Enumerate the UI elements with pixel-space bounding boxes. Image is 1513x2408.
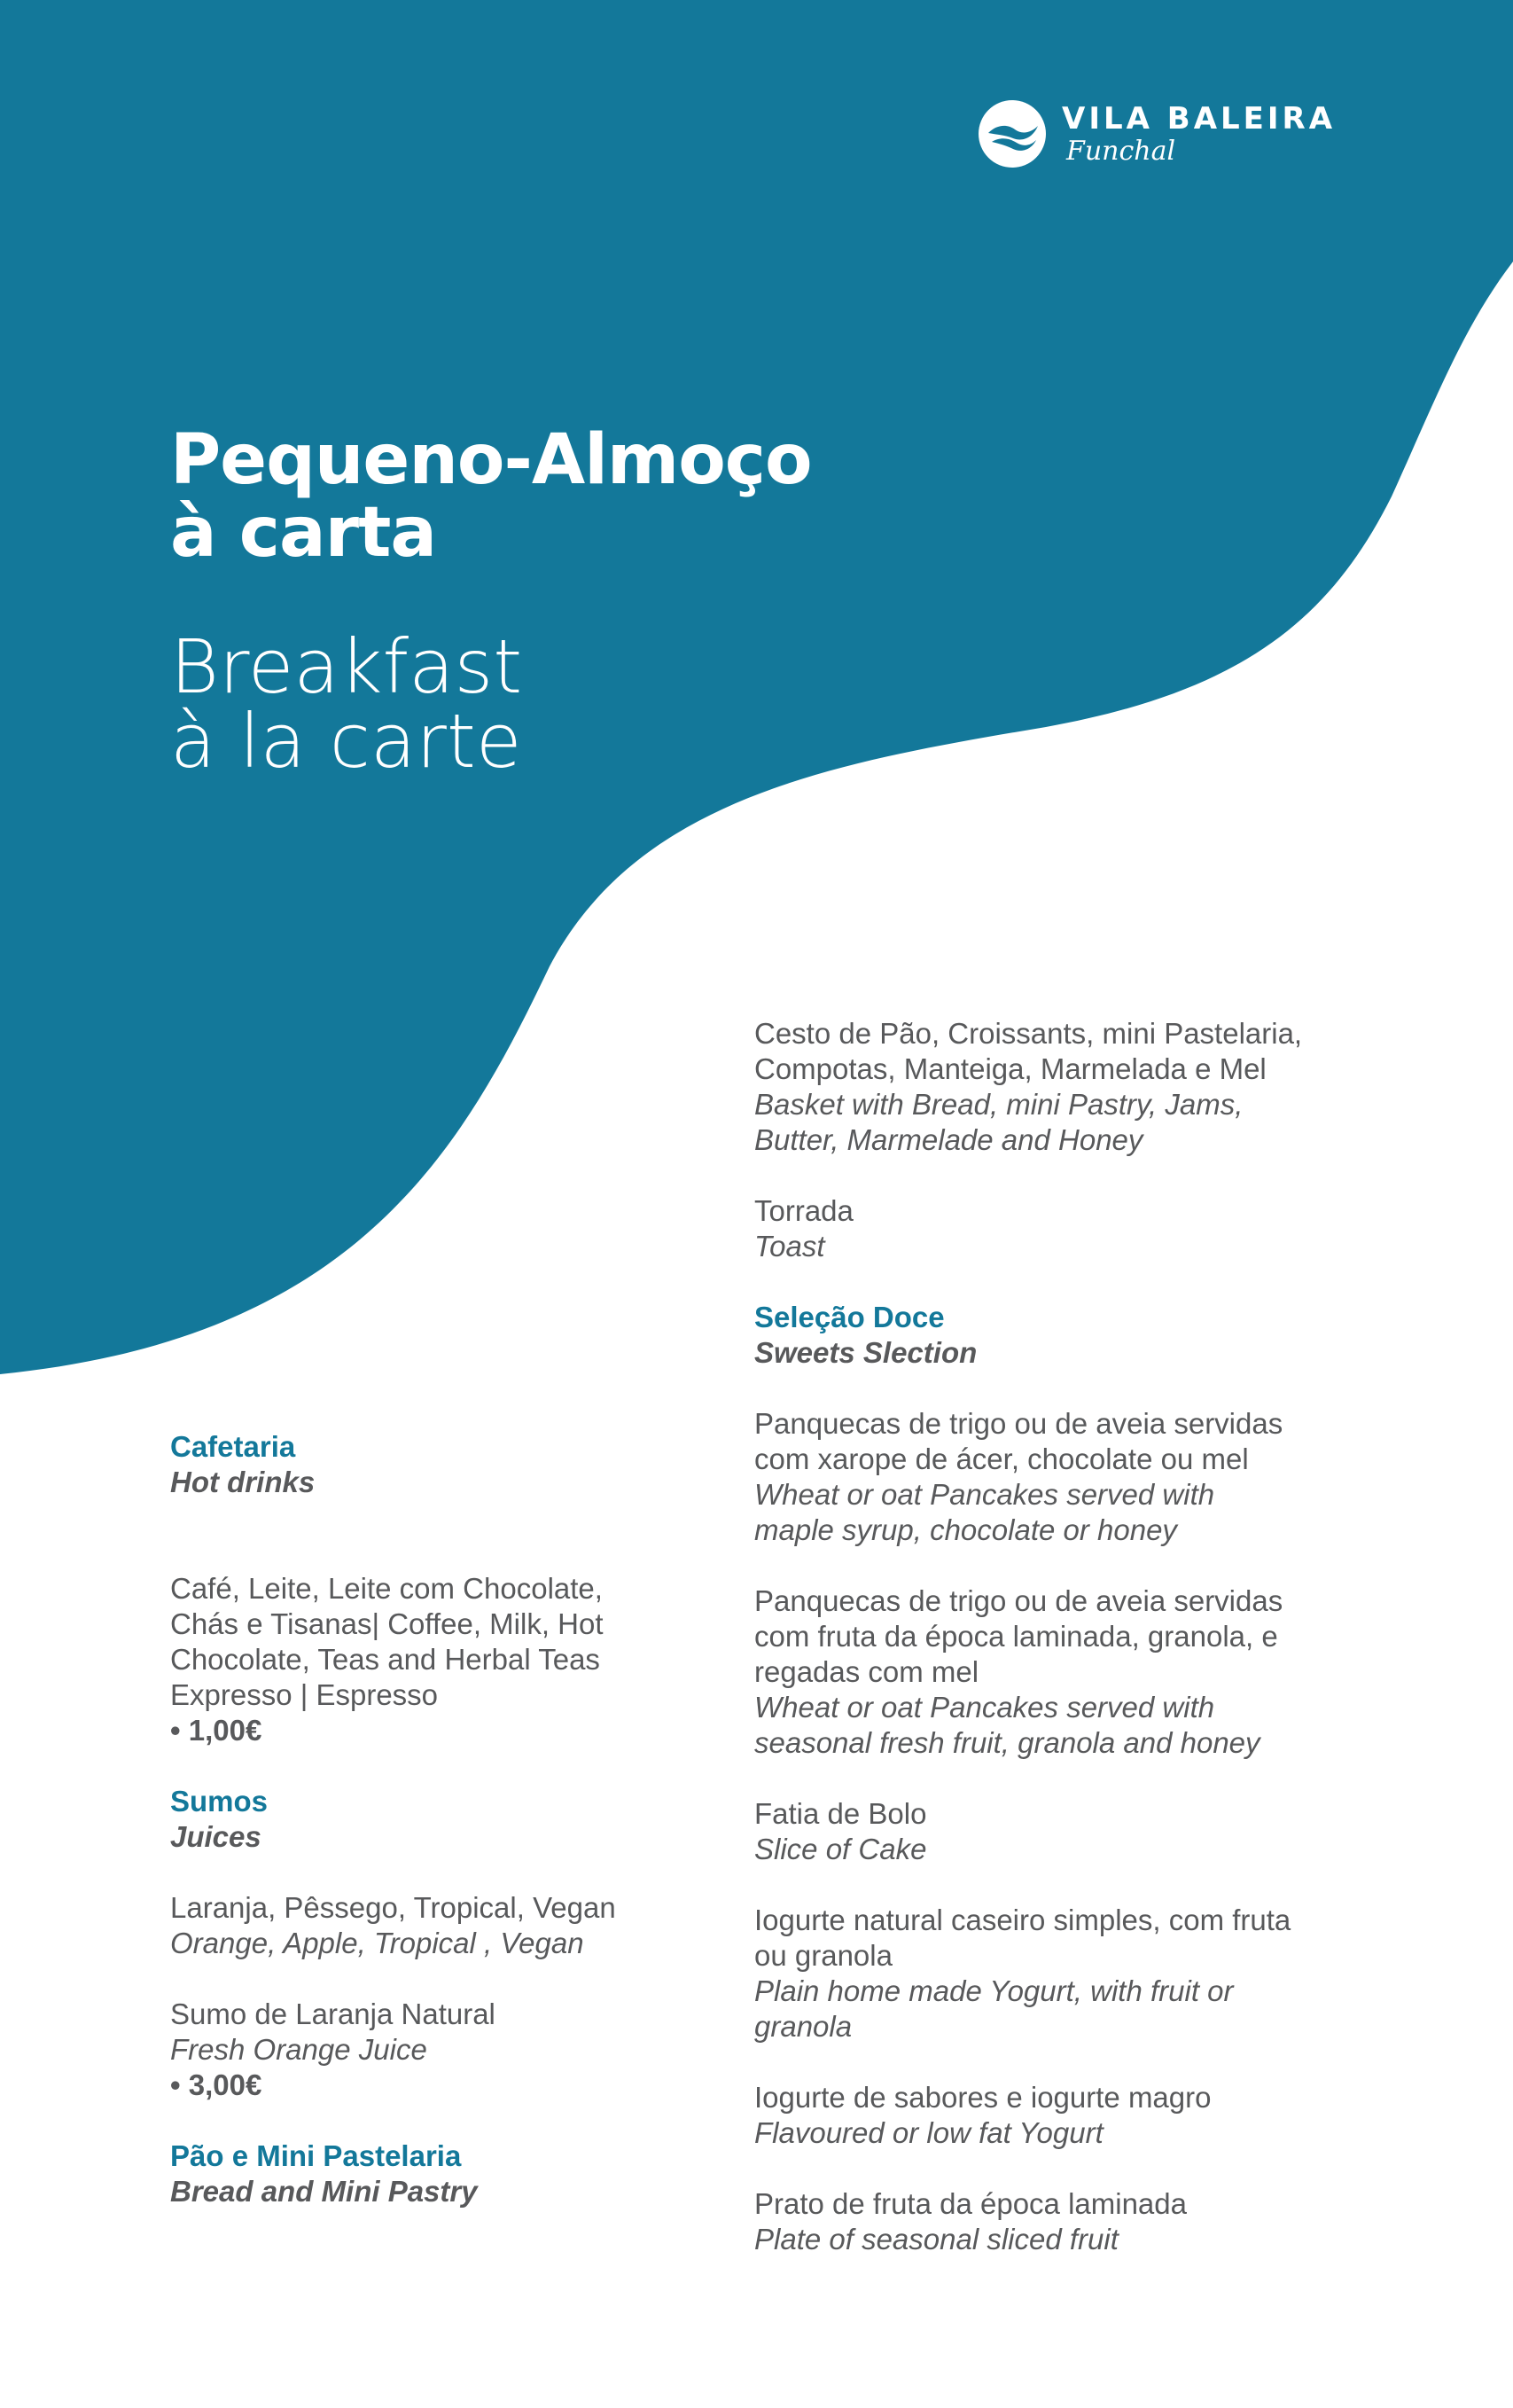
menu-item-pt: Prato de fruta da época laminada (754, 2187, 1187, 2220)
whale-wave-logo-icon (978, 99, 1047, 168)
section-cafetaria (170, 1429, 720, 1748)
menu-item-pt: Sumo de Laranja Natural (170, 1998, 495, 2030)
brand-logo (978, 96, 1350, 176)
menu-item-en: Flavoured or low fat Yogurt (754, 2116, 1104, 2149)
menu-item-bolo (754, 1796, 1392, 1867)
section-title-en: Juices (170, 1820, 261, 1853)
menu-item-pt: Iogurte natural caseiro simples, com fruta (754, 1904, 1291, 1936)
menu-item-en: Slice of Cake (754, 1833, 927, 1865)
menu-item-pt: com fruta da época laminada, granola, e (754, 1620, 1278, 1653)
section-title-en: Hot drinks (170, 1466, 316, 1498)
menu-item-pt: com xarope de ácer, chocolate ou mel (754, 1442, 1249, 1475)
menu-right-column (754, 1016, 1392, 2257)
menu-item-pt: Fatia de Bolo (754, 1797, 927, 1830)
menu-item-pt: Laranja, Pêssego, Tropical, Vegan (170, 1891, 616, 1924)
brand-subtitle: Funchal (1066, 136, 1176, 167)
menu-item-line: Chocolate, Teas and Herbal Teas (170, 1643, 600, 1676)
menu-item-iogurte-1 (754, 1903, 1392, 2044)
section-title-pt: Pão e Mini Pastelaria (170, 2139, 462, 2172)
menu-item-pt: Compotas, Manteiga, Marmelada e Mel (754, 1052, 1267, 1085)
menu-item-line: Chás e Tisanas| Coffee, Milk, Hot (170, 1607, 604, 1640)
menu-item-pt: Cesto de Pão, Croissants, mini Pastelaria, (754, 1017, 1303, 1050)
section-title-pt: Cafetaria (170, 1430, 296, 1463)
page-title-pt (170, 420, 812, 573)
menu-item-en: Wheat or oat Pancakes served with (754, 1478, 1215, 1511)
menu-left-column (170, 1429, 720, 2209)
menu-item-pt: Iogurte de sabores e iogurte magro (754, 2081, 1212, 2114)
section-title-en: Bread and Mini Pastry (170, 2175, 478, 2208)
menu-item-line: Expresso | Espresso (170, 1678, 439, 1711)
section-title-pt: Sumos (170, 1785, 269, 1818)
menu-item-en: Toast (754, 1230, 825, 1263)
menu-item-en: Butter, Marmelade and Honey (754, 1123, 1143, 1156)
page-title-en (170, 623, 523, 785)
menu-item-line: Café, Leite, Leite com Chocolate, (170, 1572, 603, 1605)
item-price: • 1,00€ (170, 1714, 262, 1747)
menu-item-en: seasonal fresh fruit, granola and honey (754, 1726, 1260, 1759)
menu-item-torrada (754, 1193, 1392, 1264)
section-title-en: Sweets Slection (754, 1336, 978, 1369)
title-en-line2: à la carte (170, 698, 522, 785)
section-title-pt: Seleção Doce (754, 1301, 945, 1333)
brand-name: VILA BALEIRA (1062, 101, 1337, 137)
menu-item-pt: Panquecas de trigo ou de aveia servidas (754, 1584, 1283, 1617)
menu-item-en: Plain home made Yogurt, with fruit or (754, 1974, 1234, 2007)
menu-item-en: maple syrup, chocolate or honey (754, 1513, 1177, 1546)
menu-item-pt: regadas com mel (754, 1655, 979, 1688)
title-pt-line2: à carta (170, 493, 437, 573)
section-doce (754, 1300, 1392, 1371)
menu-item-en: Plate of seasonal sliced fruit (754, 2223, 1119, 2256)
menu-item-pt: ou granola (754, 1939, 893, 1972)
item-price: • 3,00€ (170, 2068, 262, 2101)
menu-item-en: Orange, Apple, Tropical , Vegan (170, 1927, 584, 1959)
menu-item-panquecas-2 (754, 1583, 1392, 1761)
menu-item-cesto (754, 1016, 1392, 1158)
title-en-line1: Breakfast (170, 623, 523, 710)
section-pao (170, 2138, 720, 2209)
menu-item-en: granola (754, 2010, 853, 2043)
menu-item-en: Basket with Bread, mini Pastry, Jams, (754, 1088, 1244, 1121)
menu-item-en: Fresh Orange Juice (170, 2033, 427, 2066)
menu-item-en: Wheat or oat Pancakes served with (754, 1691, 1215, 1724)
menu-item-pt: Torrada (754, 1194, 854, 1227)
menu-item-panquecas-1 (754, 1406, 1392, 1548)
menu-item-fruta (754, 2186, 1392, 2257)
menu-item-iogurte-2 (754, 2080, 1392, 2151)
title-pt-line1: Pequeno-Almoço (170, 420, 812, 500)
menu-item-pt: Panquecas de trigo ou de aveia servidas (754, 1407, 1283, 1440)
section-sumos (170, 1784, 720, 2103)
